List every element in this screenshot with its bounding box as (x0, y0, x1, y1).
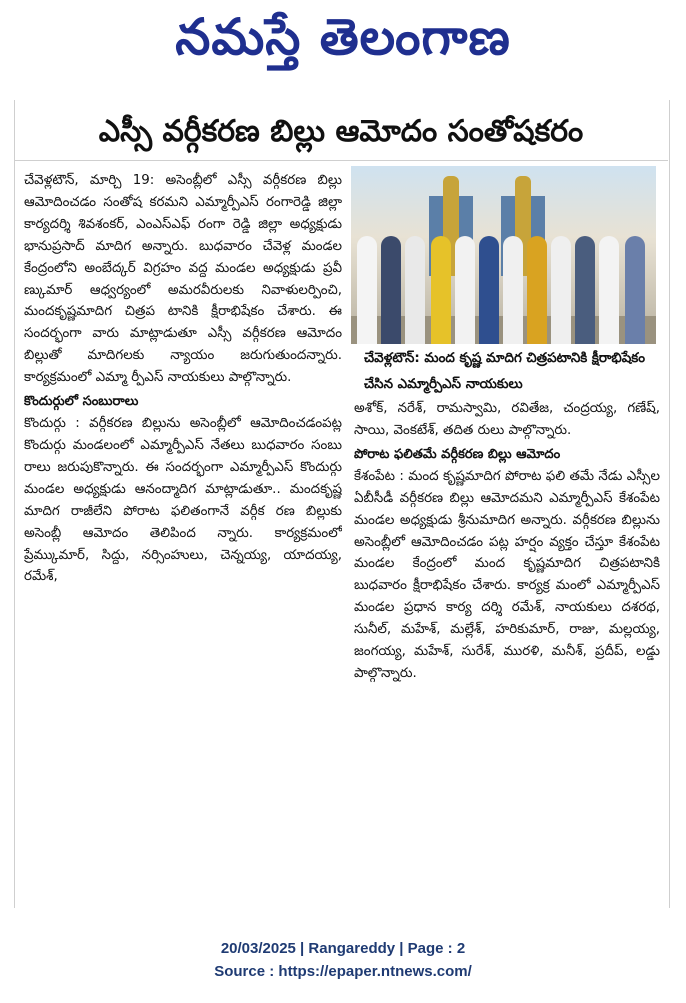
article-paragraph-2: కొందుర్గు : వర్గీకరణ బిల్లును అసెంబ్లీలో ఆమోదించడంపట్ల కొందుర్గు మండలంలో ఎమ్మార్పీఎస్ నేతలు బుధవారం సంబు రాలు జరుపుకొన్నారు. ఈ సందర్భంగా ఎమ్మార్పీఎస్ కొందుర్గు మండల అధ్యక్షుడు ఆనంద్మాదిగ మాట్లాడుతూ.. మందకృష్ణ మాదిగ రాజీలేని పోరాట ఫలితంగానే వర్గీక రణ బిల్లుకు అసెంబ్లీ ఆమోదం తెలిపింద న్నారు. కార్యక్రమంలో ప్రేమ్కుమార్, సిద్దు, నర్సింహులు, చెన్నయ్య, యాదయ్య, రమేశ్, (24, 416, 342, 585)
photo-person (357, 236, 377, 344)
photo-caption: చేవెళ్లటౌన్: మంద కృష్ణ మాదిగ చిత్రపటానికి క్షీరాభిషేకం చేసిన ఎమ్మార్పీఎస్ నాయకులు (364, 351, 646, 392)
photo-person (599, 236, 619, 344)
article-paragraph-3: అశోక్, నరేశ్, రామస్వామి, రవితేజ, చంద్రయ్య, గణేష్, సాయి, వెంకటేశ్, తదిత రులు పాల్గొన్నారు. (354, 401, 660, 438)
footer-source: Source : https://epaper.ntnews.com/ (214, 963, 472, 980)
photo-person (431, 236, 451, 344)
article-left-column (24, 170, 342, 896)
headline-divider (14, 160, 668, 161)
photo-person (551, 236, 571, 344)
footer-dateline: 20/03/2025 | Rangareddy | Page : 2 (220, 940, 466, 957)
news-photo (351, 166, 656, 344)
photo-person (479, 236, 499, 344)
photo-person (575, 236, 595, 344)
photo-person (527, 236, 547, 344)
article-headline: ఎస్సీ వర్గీకరణ బిల్లు ఆమోదం సంతోషకరం (98, 114, 584, 149)
masthead-logo: నమస్తే తెలంగాణ (175, 8, 511, 66)
photo-person (503, 236, 523, 344)
photo-person (625, 236, 645, 344)
article-paragraph-1: చేవెళ్లటౌన్, మార్చి 19: అసెంబ్లీలో ఎస్సీ వర్గీకరణ బిల్లు ఆమోదించడం సంతోష కరమని ఎమ్మార్పీఎస్ రంగారెడ్డి జిల్లా కార్యదర్శి శివశంకర్, ఎంఎస్ఎఫ్ రంగా రెడ్డి జిల్లా అధ్యక్షుడు భానుప్రసాద్ మాదిగ అన్నారు. బుధవారం చేవెళ్ల మండల కేంద్రంలోని అంబేద్కర్ విగ్రహం వద్ద మండల అధ్యక్షుడు ప్రవీ ణ్కుమార్ ఆధ్వర్యంలో అమరవీరులకు నివాళులర్పించి, మందకృష్ణమాదిగ చిత్రప టానికి క్షీరాభిషేకం చేశారు. ఈ సందర్భంగా వారు మాట్లాడుతూ ఎస్సీ వర్గీకరణ ఆమోదం బిల్లుతో మాదిగలకు న్యాయం జరుగుతుందన్నారు. కార్యక్రమంలో ఎమ్మా ర్పీఎస్ నాయకులు పాల్గొన్నారు. (24, 173, 342, 386)
subheading-keshampet: పోరాట ఫలితమే వర్గీకరణ బిల్లు ఆమోదం (354, 446, 561, 462)
photo-person (381, 236, 401, 344)
article-right-column (354, 398, 660, 896)
article-paragraph-4: కేశంపేట : మంద కృష్ణమాదిగ పోరాట ఫలి తమే నేడు ఎస్సీల ఏబీసీడీ వర్గీకరణ బిల్లు ఆమోదమని ఎమ్మార్పీఎస్ కేశంపేట మండల అధ్యక్షుడు శ్రీనుమాదిగ అన్నారు. వర్గీకరణ బిల్లును అసెంబ్లీలో ఆమోదించడం పట్ల హర్షం వ్యక్తం చేస్తూ కేశంపేట మండల కేంద్రంలో మంద కృష్ణమాదిగ చిత్రపటానికి బుధవారం క్షీరాభిషేకం చేశారు. కార్యక్ర మంలో ఎమ్మార్పీఎస్ మండల ప్రధాన కార్య దర్శి రమేశ్, నాయకులు దశరథ, సునీల్, మహేశ్, మల్లేశ్, హరికుమార్, రాజు, మల్లయ్య, జంగయ్య, మహేశ్, సురేశ్, మురళి, మనీశ్, ప్రదీప్, లడ్డు పాల్గొన్నారు. (354, 468, 660, 681)
photo-person (455, 236, 475, 344)
subheading-kondurgu: కొందుర్గులో సంబురాలు (24, 394, 139, 410)
photo-person (405, 236, 425, 344)
